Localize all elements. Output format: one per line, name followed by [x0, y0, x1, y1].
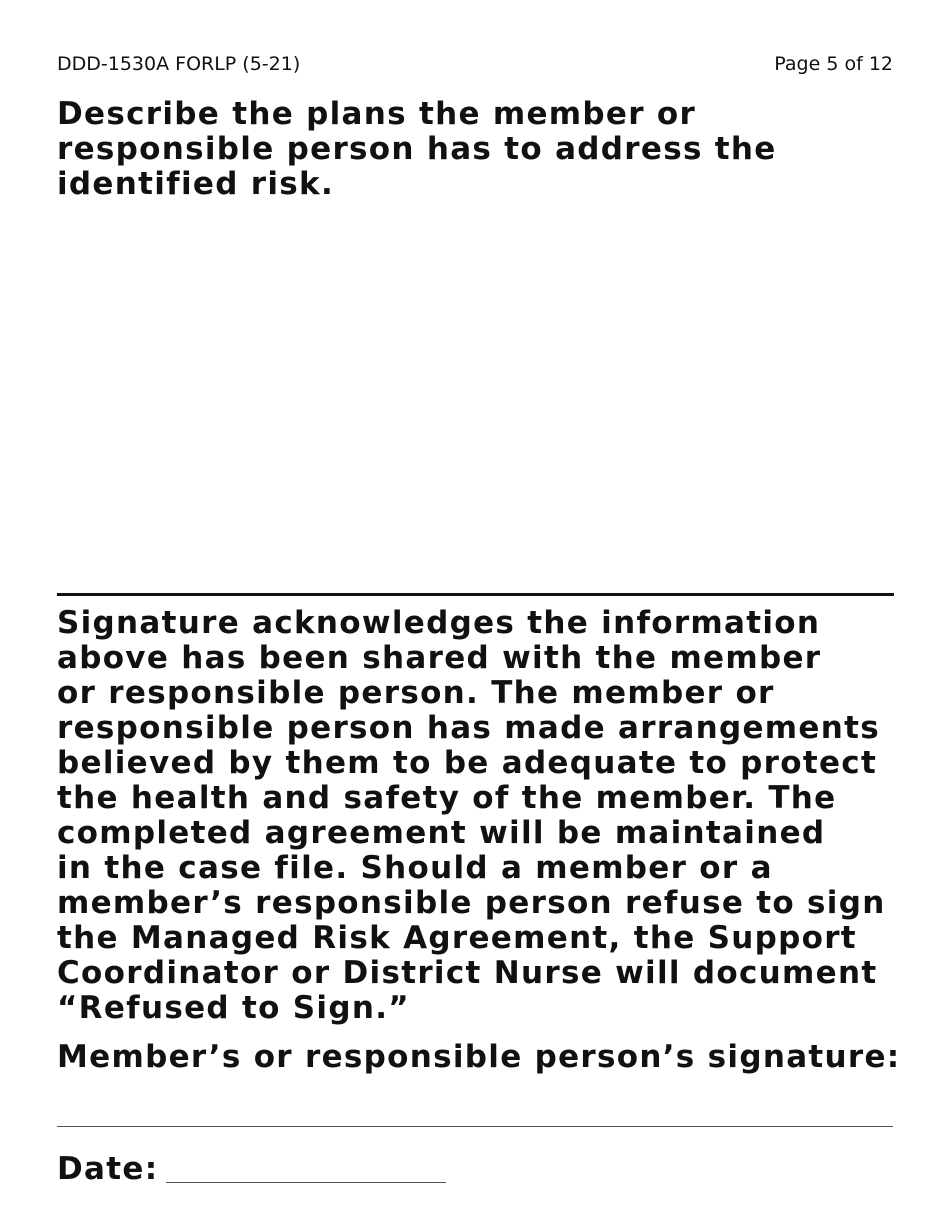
form-id: DDD-1530A FORLP (5-21) — [57, 53, 301, 75]
ack-line: responsible person has made arrangements — [57, 710, 880, 746]
ack-line: Coordinator or District Nurse will document — [57, 955, 878, 991]
ack-line: believed by them to be adequate to protect — [57, 745, 878, 781]
date-label: Date: — [57, 1151, 159, 1187]
signature-label: Member’s or responsible person’s signature: — [57, 1039, 901, 1075]
page-number: Page 5 of 12 — [774, 53, 893, 75]
plans-prompt — [57, 97, 857, 202]
ack-line: in the case file. Should a member or a — [57, 850, 773, 886]
ack-line: “Refused to Sign.” — [57, 990, 410, 1026]
ack-line: above has been shared with the member — [57, 640, 822, 676]
prompt-line: Describe the plans the member or — [57, 96, 697, 132]
ack-line: the health and safety of the member. The — [57, 780, 837, 816]
prompt-line: identified risk. — [57, 166, 335, 202]
signature-field[interactable] — [57, 1126, 893, 1127]
acknowledgement-text — [57, 606, 917, 1026]
ack-line: member’s responsible person refuse to sign — [57, 885, 886, 921]
section-divider — [57, 593, 894, 596]
ack-line: the Managed Risk Agreement, the Support — [57, 920, 857, 956]
date-field[interactable] — [166, 1182, 446, 1183]
ack-line: or responsible person. The member or — [57, 675, 775, 711]
ack-line: completed agreement will be maintained — [57, 815, 826, 851]
ack-line: Signature acknowledges the information — [57, 605, 821, 641]
prompt-line: responsible person has to address the — [57, 131, 777, 167]
plans-answer-field[interactable] — [57, 210, 893, 590]
